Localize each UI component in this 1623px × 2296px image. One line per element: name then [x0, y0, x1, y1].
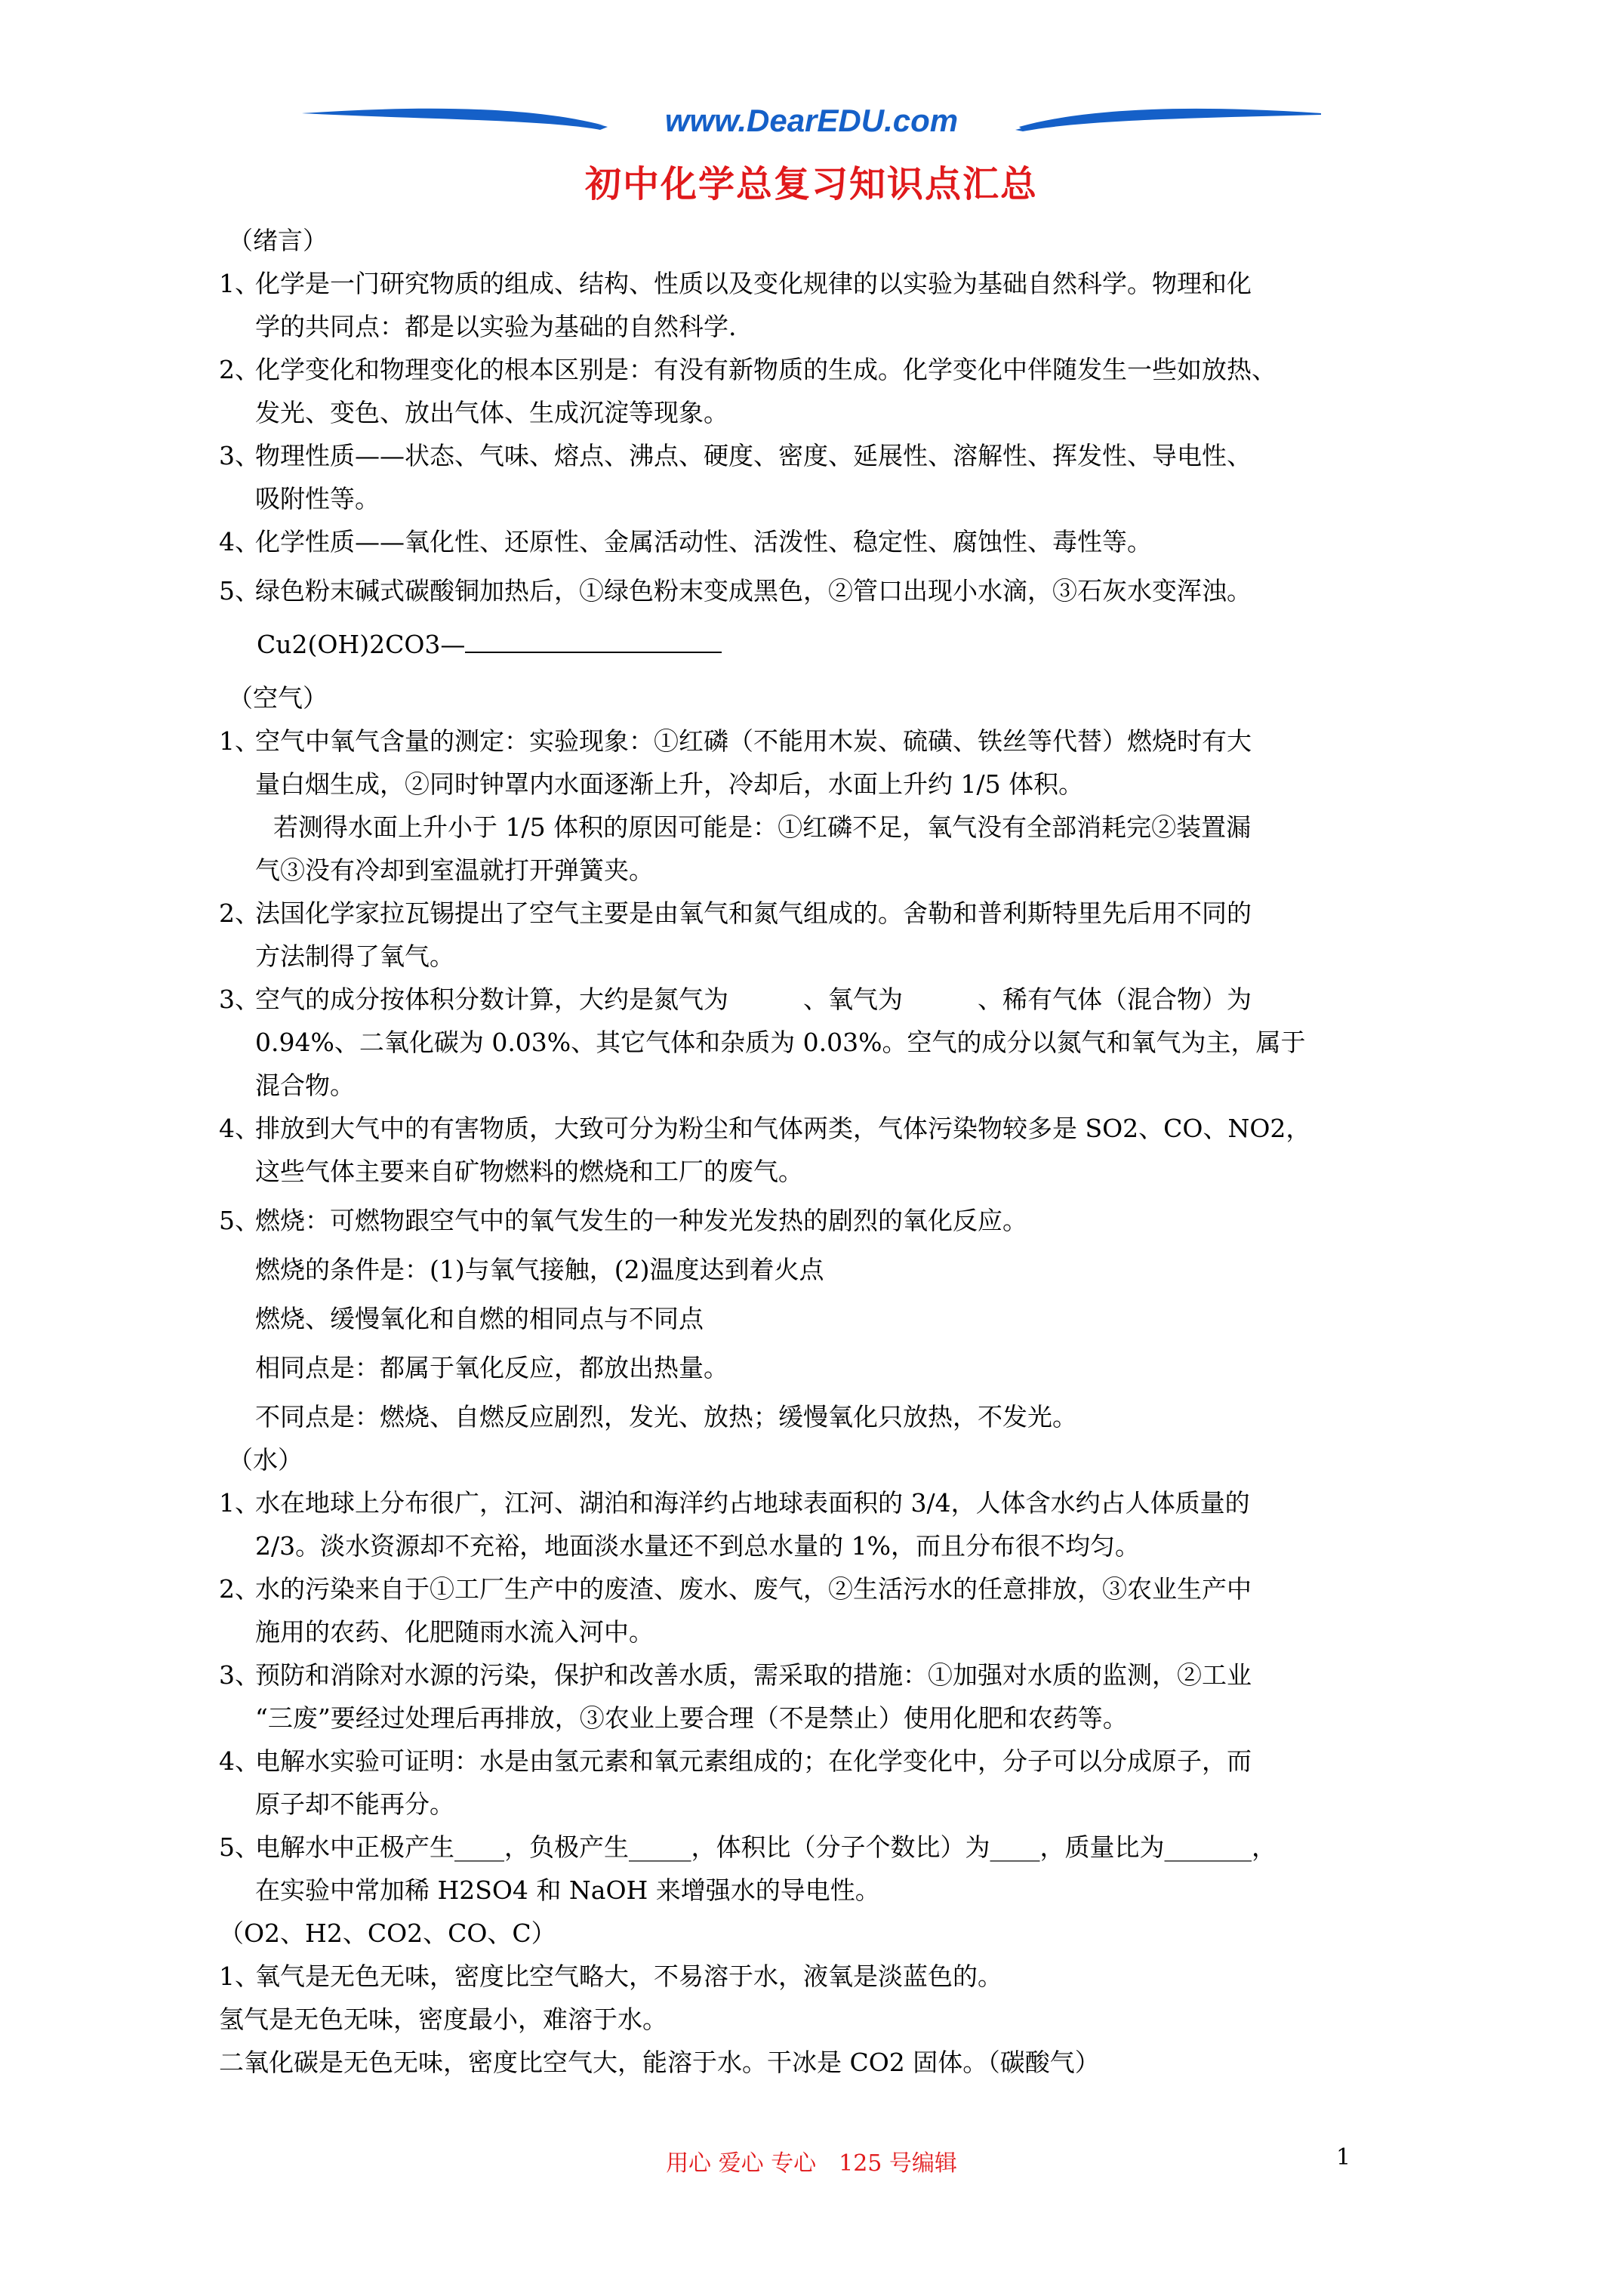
item-text: 气③没有冷却到室温就打开弹簧夹。 [255, 855, 654, 885]
item-text: 吸附性等。 [255, 484, 380, 513]
item-text: “三废”要经过处理后再排放，③农业上要合理（不是禁止）使用化肥和农药等。 [255, 1703, 1128, 1733]
item-text: 若测得水面上升小于 1/5 体积的原因可能是：①红磷不足，氧气没有全部消耗完②装置漏 [273, 812, 1252, 842]
item-number: 2、 [219, 1574, 260, 1604]
item-text: 燃烧：可燃物跟空气中的氧气发生的一种发光发热的剧烈的氧化反应。 [255, 1206, 1027, 1235]
item-text: 发光、变色、放出气体、生成沉淀等现象。 [255, 398, 728, 427]
list-item [219, 1567, 1495, 1653]
list-item [219, 978, 1495, 1107]
item-text: 氧气是无色无味，密度比空气略大，不易溶于水，液氧是淡蓝色的。 [255, 1962, 1002, 1991]
item-text: 物理性质——状态、气味、熔点、沸点、硬度、密度、延展性、溶解性、挥发性、导电性、 [255, 441, 1252, 470]
item-text: 预防和消除对水源的污染，保护和改善水质，需采取的措施：①加强对水质的监测，②工业 [255, 1660, 1252, 1690]
item-number: 3、 [219, 1660, 260, 1690]
item-text: 空气的成分按体积分数计算，大约是氮气为 、氧气为 、稀有气体（混合物）为 [255, 985, 1252, 1014]
paragraph: 氢气是无色无味，密度最小，难溶于水。 [219, 2005, 667, 2034]
formula-text: Cu2(OH)2CO3— [257, 630, 466, 659]
item-text: 化学性质——氧化性、还原性、金属活动性、活泼性、稳定性、腐蚀性、毒性等。 [255, 527, 1152, 556]
paragraph: 燃烧、缓慢氧化和自燃的相同点与不同点 [255, 1304, 704, 1333]
item-text: 法国化学家拉瓦锡提出了空气主要是由氧气和氮气组成的。舍勒和普利斯特里先后用不同的 [255, 898, 1252, 928]
item-text: 原子却不能再分。 [255, 1789, 454, 1819]
list-item [219, 520, 1495, 563]
list-item [219, 1740, 1495, 1826]
item-text: 绿色粉末碱式碳酸铜加热后，①绿色粉末变成黑色，②管口出现小水滴，③石灰水变浑浊。 [255, 576, 1252, 606]
section-heading: （水） [228, 1445, 303, 1475]
section-heading: （O2、H2、CO2、CO、C） [219, 1918, 556, 1948]
item-text: 排放到大气中的有害物质，大致可分为粉尘和气体两类，气体污染物较多是 SO2、CO、NO2， [255, 1114, 1311, 1143]
item-number: 3、 [219, 985, 260, 1014]
item-number: 1、 [219, 726, 260, 756]
site-banner [302, 97, 1321, 149]
item-number: 3、 [219, 441, 260, 470]
list-item [219, 720, 1495, 892]
item-text: 施用的农药、化肥随雨水流入河中。 [255, 1617, 654, 1647]
list-item [219, 1481, 1495, 1567]
item-text: 化学变化和物理变化的根本区别是：有没有新物质的生成。化学变化中伴随发生一些如放热、 [255, 355, 1277, 384]
item-number: 4、 [219, 1114, 260, 1143]
answer-blank [465, 629, 722, 653]
list-item [219, 569, 1495, 612]
list-item [219, 1653, 1495, 1740]
paragraph: 不同点是：燃烧、自燃反应剧烈，发光、放热；缓慢氧化只放热，不发光。 [255, 1402, 1077, 1432]
list-item [219, 262, 1495, 348]
list-item [219, 1107, 1495, 1193]
item-text: 混合物。 [255, 1071, 355, 1100]
site-url[interactable]: www.DearEDU.com [664, 103, 959, 138]
list-item [219, 434, 1495, 520]
page-number: 1 [1336, 2144, 1351, 2171]
item-number: 4、 [219, 1746, 260, 1776]
paragraph: 二氧化碳是无色无味，密度比空气大，能溶于水。干冰是 CO2 固体。（碳酸气） [219, 2048, 1100, 2077]
item-text: 电解水中正极产生____，负极产生_____，体积比（分子个数比）为____，质量比为_______， [255, 1832, 1277, 1862]
document-body [219, 219, 1495, 2084]
list-item [219, 1955, 1495, 1998]
item-number: 1、 [219, 269, 260, 298]
item-text: 0.94%、二氧化碳为 0.03%、其它气体和杂质为 0.03%。空气的成分以氮气和氧气为主，属于 [255, 1028, 1306, 1057]
section-heading: （空气） [228, 683, 328, 713]
item-text: 学的共同点：都是以实验为基础的自然科学. [255, 312, 737, 341]
item-text: 水在地球上分布很广，江河、湖泊和海洋约占地球表面积的 3/4，人体含水约占人体质量的 [255, 1488, 1250, 1518]
item-text: 在实验中常加稀 H2SO4 和 NaOH 来增强水的导电性。 [255, 1875, 880, 1905]
paragraph: 燃烧的条件是：(1)与氧气接触，(2)温度达到着火点 [255, 1255, 824, 1284]
list-item [219, 1199, 1495, 1242]
item-text: 量白烟生成，②同时钟罩内水面逐渐上升，冷却后，水面上升约 1/5 体积。 [255, 769, 1084, 799]
item-number: 5、 [219, 1832, 260, 1862]
list-item [219, 892, 1495, 978]
formula-line [219, 623, 1495, 666]
item-text: 化学是一门研究物质的组成、结构、性质以及变化规律的以实验为基础自然科学。物理和化 [255, 269, 1252, 298]
footer-text: 用心 爱心 专心 125 号编辑 [666, 2150, 957, 2177]
paragraph: 相同点是：都属于氧化反应，都放出热量。 [255, 1353, 728, 1382]
item-number: 1、 [219, 1488, 260, 1518]
item-number: 4、 [219, 527, 260, 556]
item-number: 5、 [219, 576, 260, 606]
list-item [219, 1826, 1495, 1912]
item-text: 电解水实验可证明：水是由氢元素和氧元素组成的；在化学变化中，分子可以分成原子，而 [255, 1746, 1252, 1776]
item-number: 1、 [219, 1962, 260, 1991]
item-number: 2、 [219, 355, 260, 384]
item-number: 2、 [219, 898, 260, 928]
item-text: 空气中氧气含量的测定：实验现象：①红磷（不能用木炭、硫磺、铁丝等代替）燃烧时有大 [255, 726, 1252, 756]
item-text: 2/3。淡水资源却不充裕，地面淡水量还不到总水量的 1%，而且分布很不均匀。 [255, 1531, 1140, 1561]
page-title: 初中化学总复习知识点汇总 [584, 163, 1038, 205]
item-text: 水的污染来自于①工厂生产中的废渣、废水、废气，②生活污水的任意排放，③农业生产中 [255, 1574, 1252, 1604]
item-text: 这些气体主要来自矿物燃料的燃烧和工厂的废气。 [255, 1157, 803, 1186]
item-number: 5、 [219, 1206, 260, 1235]
list-item [219, 348, 1495, 434]
section-heading: （绪言） [228, 226, 328, 255]
item-text: 方法制得了氧气。 [255, 942, 454, 971]
